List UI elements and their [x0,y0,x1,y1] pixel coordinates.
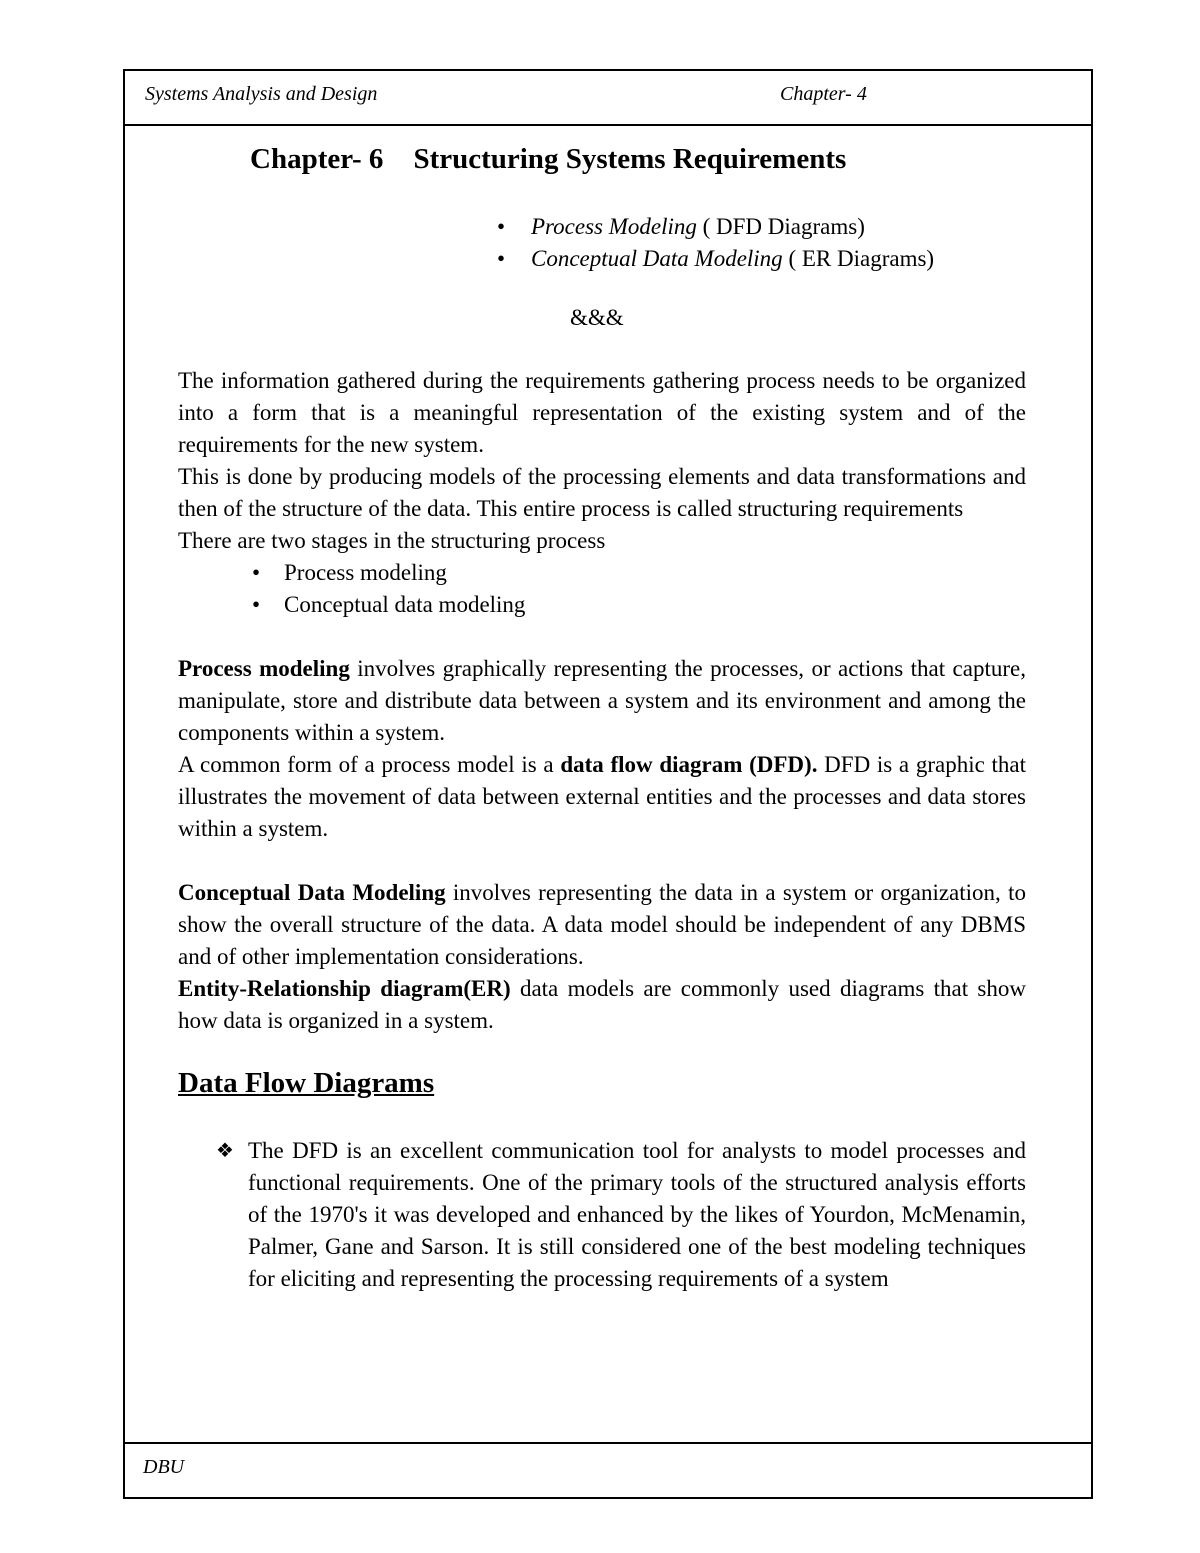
topic-item [475,211,934,243]
topic-list [475,211,934,275]
stages-list [178,557,1026,621]
topic-item-name: Conceptual Data Modeling [531,246,783,271]
chapter-title [250,143,846,176]
page-header [125,71,1091,126]
topic-item-name: Process Modeling [531,214,697,239]
section-bullet [178,1135,1026,1295]
paragraph-er-diagram: Entity-Relationship diagram(ER) data models are commonly used diagrams that show how data is organized in a system. [178,976,1026,1033]
stage-item: • Process modeling [178,557,1026,589]
term-process-modeling: Process modeling [178,656,350,681]
diamond-bullet-icon: ❖ [216,1140,234,1162]
stage-item: • Conceptual data modeling [178,589,1026,621]
topic-item-detail: ( ER Diagrams) [782,246,935,271]
chapter-name: Structuring Systems Requirements [413,143,847,175]
paragraph-models: This is done by producing models of the processing elements and data transformations and then of the structure of the data. This entire process is called structuring requirements [178,464,1026,521]
topic-item-detail: ( DFD Diagrams) [696,214,865,239]
paragraph-stages: There are two stages in the structuring process [178,528,606,553]
topic-item [475,243,934,275]
paragraph-dfd-definition: A common form of a process model is a data flow diagram (DFD). DFD is a graphic that illustrates the movement of data between external entities and the processes and data stores within a system. [178,752,1027,841]
footer-institution: DBU [143,1456,185,1478]
term-dfd: data flow diagram (DFD). [560,752,818,777]
separator-ampersands: &&& [570,305,624,330]
header-chapter-label: Chapter- 4 [780,83,867,105]
body-text [178,365,1026,1295]
page-footer [125,1442,1091,1497]
page-frame [123,69,1093,1499]
section-title: Data Flow Diagrams [178,1067,435,1099]
paragraph-conceptual-modeling: Conceptual Data Modeling involves representing the data in a system or organization, to show the overall structure of the data. A data model should be independent of any DBMS and of other implementation considerations. [178,880,1026,969]
term-conceptual-data-modeling: Conceptual Data Modeling [178,880,446,905]
header-course-title: Systems Analysis and Design [145,83,378,105]
paragraph-intro: The information gathered during the requirements gathering process needs to be organized into a form that is a meaningful representation of the existing system and of the requirements for the new system. [178,368,1026,457]
paragraph-process-modeling: Process modeling involves graphically representing the processes, or actions that capture, manipulate, store and distribute data between a system and its environment and among the components within a system. [178,656,1026,745]
section-bullet-text: The DFD is an excellent communication tool for analysts to model processes and functional requirements. One of the primary tools of the structured analysis efforts of the 1970's it was developed and enhanced by the likes of Yourdon, McMenamin, Palmer, Gane and Sarson. It is still considered one of the best modeling techniques for eliciting and representing the processing requirements of a system [248,1138,1026,1291]
chapter-number: Chapter- 6 [250,143,384,175]
term-er-diagram: Entity-Relationship diagram(ER) [178,976,511,1001]
